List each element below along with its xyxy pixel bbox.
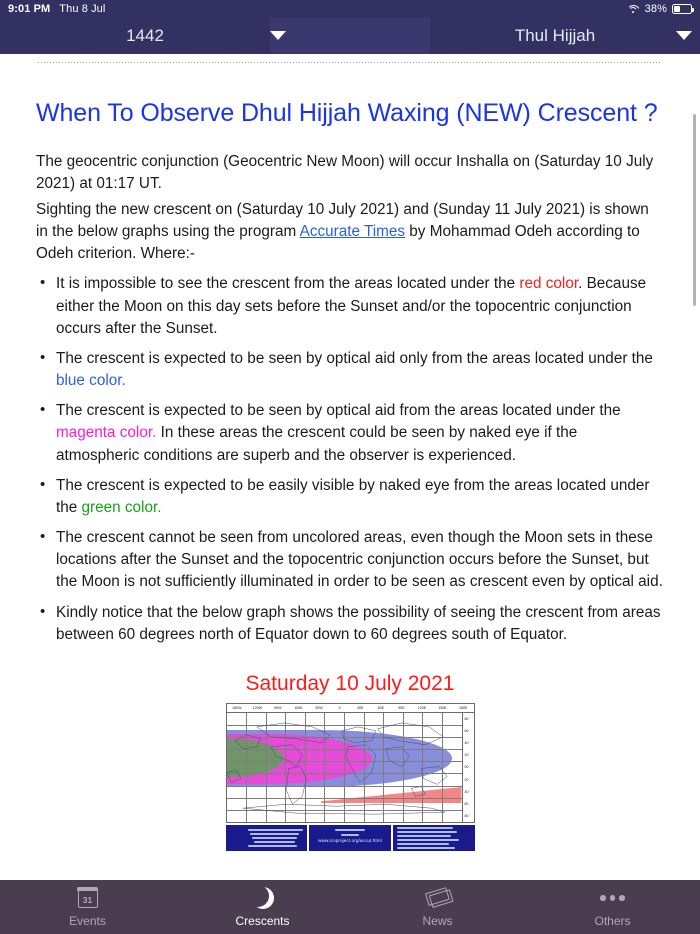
calendar-icon xyxy=(78,886,98,910)
map-longitude-tick: 120E xyxy=(417,705,427,710)
battery-percent-label: 38% xyxy=(644,3,667,15)
tab-events[interactable] xyxy=(0,880,175,934)
status-bar xyxy=(0,0,700,18)
note-text-pre: The crescent is expected to be seen by optical aid from the areas located under the xyxy=(56,402,621,420)
figure-saturday-caption: Saturday 10 July 2021 xyxy=(245,671,455,695)
newspaper-icon xyxy=(427,886,449,910)
map-source-url: www.icoproject.org/accut.html xyxy=(318,837,382,843)
note-text-post: . Because either the Moon on this day sets before the Sunset and/or the topocentric conjunction occurs after the Sunset. xyxy=(56,275,647,337)
legend-note-item xyxy=(36,273,664,340)
intro-paragraph-2-post: by Mohammad Odeh according to Odeh criterion. Where:- xyxy=(36,223,640,263)
map-caption-boxes xyxy=(226,825,475,851)
year-selector[interactable] xyxy=(0,18,290,54)
legend-note-item xyxy=(36,475,664,519)
map-longitude-tick: 0 xyxy=(338,705,341,710)
map-longitude-axis xyxy=(227,704,474,713)
status-bar-time: 9:01 PM xyxy=(8,3,51,15)
map-longitude-tick: 90W xyxy=(274,705,282,710)
legend-note-item xyxy=(36,400,664,467)
legend-note-item xyxy=(36,527,664,594)
map-longitude-tick: 60E xyxy=(377,705,385,710)
map-longitude-tick: 30W xyxy=(315,705,323,710)
app-header xyxy=(0,18,700,54)
accurate-times-link[interactable]: Accurate Times xyxy=(299,223,406,241)
map-latitude-tick: 60 xyxy=(464,729,469,734)
map-caption-box-left xyxy=(226,825,308,851)
map-longitude-tick: 180E xyxy=(458,705,468,710)
wifi-icon xyxy=(627,4,640,14)
tab-label: Events xyxy=(69,914,106,928)
note-color-term: green color. xyxy=(81,498,162,516)
map-plot-area xyxy=(227,713,462,822)
note-text-pre: The crescent is expected to be seen by optical aid only from the areas located under the xyxy=(56,349,653,367)
moon-crescent-icon xyxy=(252,886,274,910)
map-latitude-tick: 60 xyxy=(464,801,469,806)
note-color-term: red color xyxy=(519,275,579,293)
article-body xyxy=(0,99,700,906)
legend-note-item xyxy=(36,602,664,646)
bottom-tab-bar xyxy=(0,880,700,934)
article-scroll-area[interactable] xyxy=(0,54,700,880)
legend-note-item xyxy=(36,348,664,392)
map-longitude-tick: 60W xyxy=(294,705,303,710)
header-tab-highlight xyxy=(270,18,430,58)
month-chevron-down-icon[interactable] xyxy=(676,31,692,40)
map-latitude-axis xyxy=(462,713,474,822)
map-caption-box-center xyxy=(309,825,391,851)
map-grid xyxy=(226,703,475,823)
tab-others[interactable] xyxy=(525,880,700,934)
note-text-pre: The crescent cannot be seen from uncolored areas, even though the Moon sets in these locations after the Sunset and the topocentric conjunction occurs before the Sunset, but the Moon is not sufficiently illuminated in order to be seen as crescent even by optical aid. xyxy=(56,529,663,591)
ellipsis-icon xyxy=(600,886,625,910)
year-selector-label: 1442 xyxy=(126,26,164,45)
note-color-term: blue color. xyxy=(56,372,126,390)
zone-red xyxy=(321,787,462,803)
map-caption-box-right xyxy=(393,825,475,851)
tab-label: Others xyxy=(594,914,631,928)
map-longitude-tick: 120W xyxy=(252,705,263,710)
map-latitude-tick: 00 xyxy=(464,765,469,770)
map-longitude-tick: 90E xyxy=(398,705,405,710)
status-bar-right xyxy=(627,3,692,15)
legend-notes-list xyxy=(36,273,664,646)
tab-crescents[interactable] xyxy=(175,880,350,934)
map-longitude-tick: 30E xyxy=(357,705,364,710)
note-color-term: magenta color. xyxy=(56,424,157,442)
map-latitude-tick: 20 xyxy=(464,753,469,758)
tab-label: Crescents xyxy=(235,914,290,928)
figure-saturday xyxy=(36,672,664,856)
map-latitude-tick: 80 xyxy=(464,813,469,818)
vertical-scrollbar[interactable] xyxy=(693,114,696,306)
visibility-map-saturday[interactable] xyxy=(226,703,475,851)
status-bar-date: Thu 8 Jul xyxy=(59,3,106,15)
map-latitude-tick: 20 xyxy=(464,777,469,782)
note-text-pre: The crescent is expected to be easily visible by naked eye from the areas located under the xyxy=(56,476,650,516)
calendar-day-number: 31 xyxy=(82,895,93,905)
map-latitude-tick: 80 xyxy=(464,716,469,721)
map-latitude-tick: 40 xyxy=(464,789,469,794)
tab-news[interactable] xyxy=(350,880,525,934)
battery-icon xyxy=(672,4,692,14)
intro-paragraph-2 xyxy=(36,199,664,266)
note-text-pre: It is impossible to see the crescent from the areas located under the xyxy=(56,275,520,293)
note-text-pre: Kindly notice that the below graph shows the possibility of seeing the crescent from areas between 60 degrees north of Equator down to 60 degrees south of Equator. xyxy=(56,603,661,643)
content-divider xyxy=(38,62,662,63)
month-selector-label: Thul Hijjah xyxy=(514,26,596,45)
map-longitude-tick: 150E xyxy=(438,705,447,710)
map-longitude-tick: 150W xyxy=(232,705,242,710)
intro-paragraph-2-pre: Sighting the new crescent on (Saturday 10 July 2021) and (Sunday 11 July 2021) is shown in the below graphs using the program xyxy=(36,200,649,241)
note-text-post: In these areas the crescent could be seen by naked eye if the atmospheric conditions are superb and the observer is experienced. xyxy=(56,424,578,464)
map-latitude-tick: 40 xyxy=(464,741,469,746)
intro-paragraph-1: The geocentric conjunction (Geocentric New Moon) will occur Inshalla on (Saturday 10 July 2021) at 01:17 UT. xyxy=(36,152,654,192)
year-chevron-down-icon[interactable] xyxy=(270,31,286,40)
page-title: When To Observe Dhul Hijjah Waxing (NEW) Crescent ? xyxy=(36,99,658,127)
tab-label: News xyxy=(422,914,453,928)
month-selector[interactable] xyxy=(410,18,700,54)
